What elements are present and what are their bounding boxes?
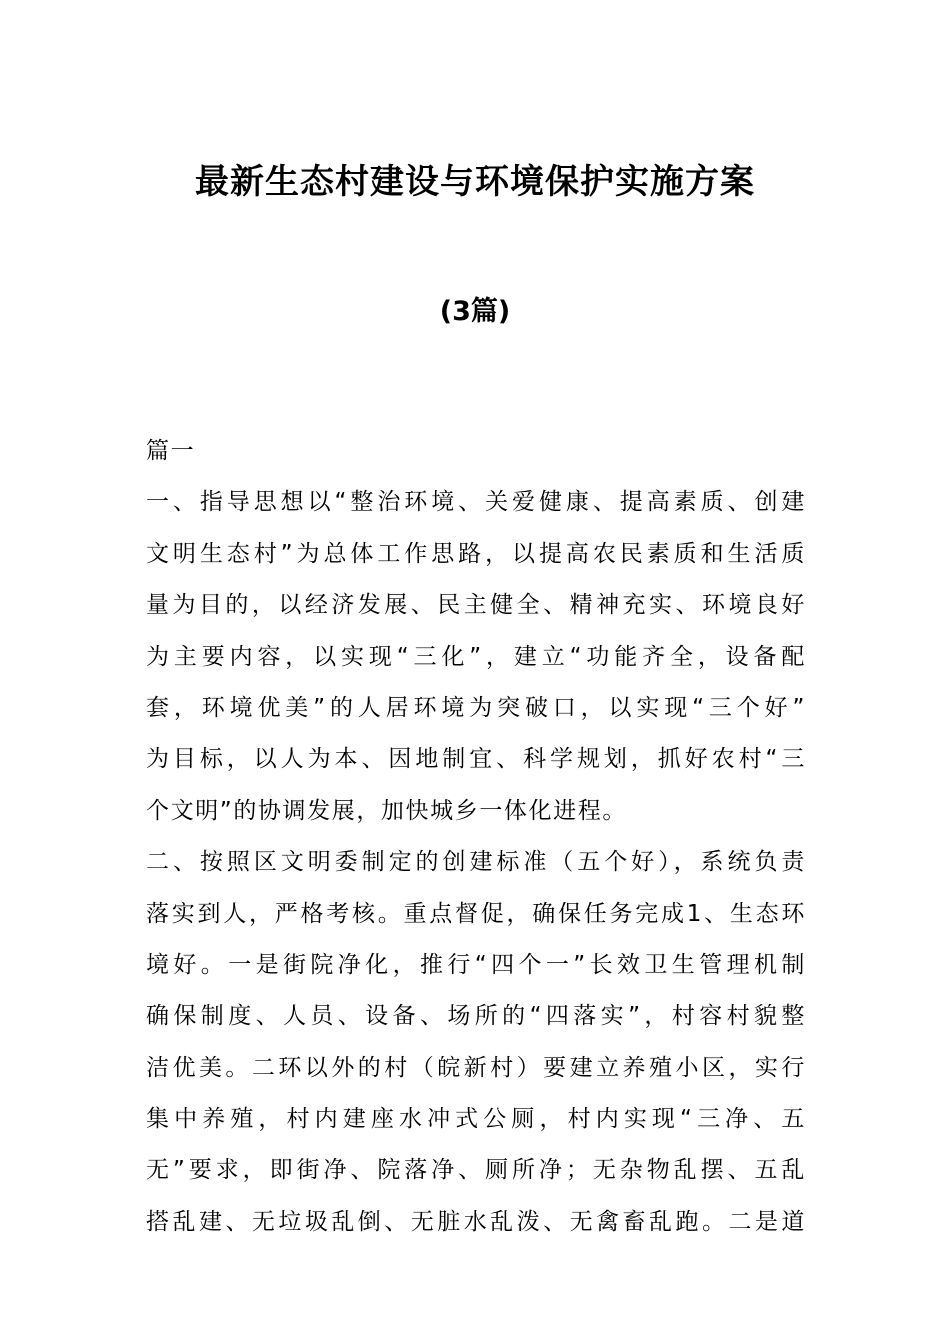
text-line: 二、按照区文明委制定的创建标准（五个好），系统负责 bbox=[146, 849, 806, 876]
text-line: 为主要内容，以实现“三化”，建立“功能齐全，设备配 bbox=[146, 643, 806, 670]
text-line: 落实到人，严格考核。重点督促，确保任务完成1、生态环 bbox=[146, 900, 806, 927]
text-line: 一、指导思想以“整治环境、关爱健康、提高素质、创建 bbox=[146, 489, 806, 516]
text-line: 套，环境优美”的人居环境为突破口，以实现“三个好” bbox=[146, 694, 806, 721]
text-line: 文明生态村”为总体工作思路，以提高农民素质和生活质 bbox=[146, 540, 806, 567]
text-line: 量为目的，以经济发展、民主健全、精神充实、环境良好 bbox=[146, 592, 806, 619]
text-line: 境好。一是街院净化，推行“四个一”长效卫生管理机制 bbox=[146, 951, 806, 978]
text-line: 确保制度、人员、设备、场所的“四落实”，村容村貌整 bbox=[146, 1003, 806, 1030]
section-heading: 篇一 bbox=[146, 438, 196, 464]
document-title: 最新生态村建设与环境保护实施方案 bbox=[195, 162, 755, 202]
text-line: 为目标，以人为本、因地制宜、科学规划，抓好农村“三 bbox=[146, 746, 806, 773]
text-line: 个文明”的协调发展，加快城乡一体化进程。 bbox=[146, 797, 627, 824]
document-body bbox=[146, 426, 806, 1248]
text-line: 集中养殖，村内建座水冲式公厕，村内实现“三净、五 bbox=[146, 1106, 806, 1133]
text-line: 洁优美。二环以外的村（皖新村）要建立养殖小区，实行 bbox=[146, 1054, 806, 1081]
document-subtitle: (3篇) bbox=[439, 296, 511, 327]
text-line: 无”要求，即街净、院落净、厕所净；无杂物乱摆、五乱 bbox=[146, 1157, 806, 1184]
text-line: 搭乱建、无垃圾乱倒、无脏水乱泼、无禽畜乱跑。二是道 bbox=[146, 1208, 806, 1235]
